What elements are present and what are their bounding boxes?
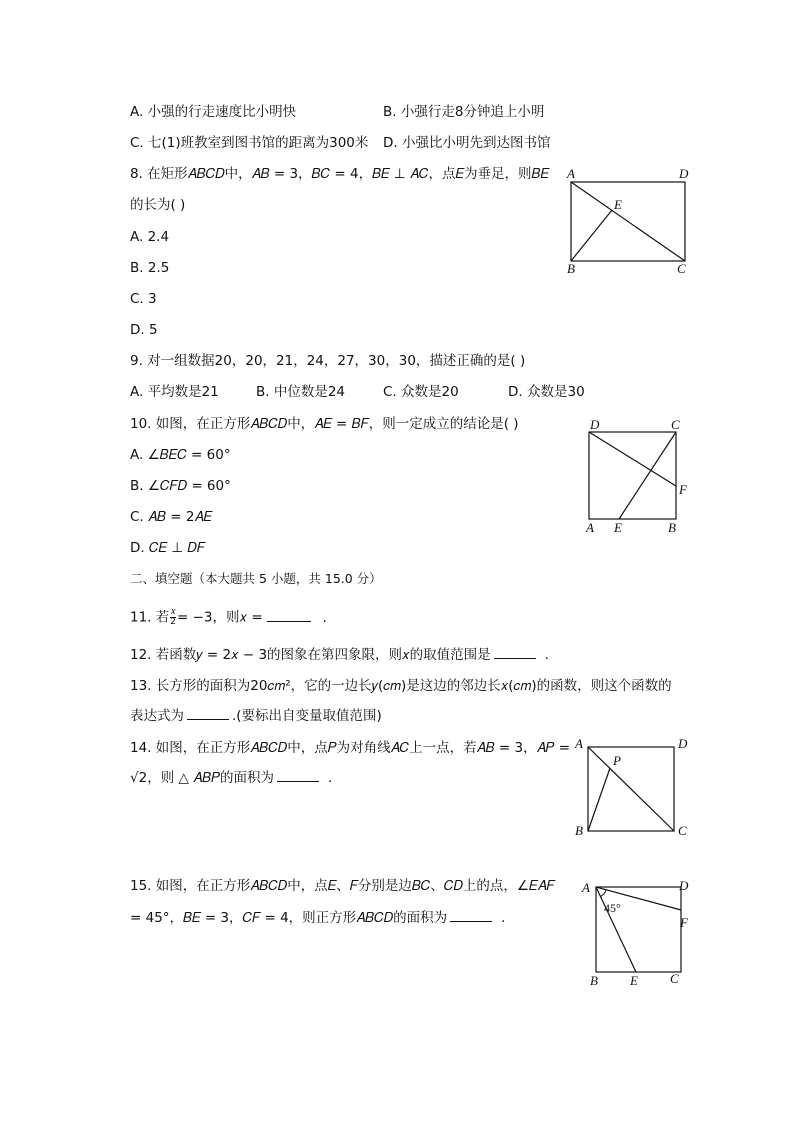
- q14-label-b: B: [575, 823, 583, 838]
- q14-end: .: [327, 770, 333, 786]
- q15-answer-blank[interactable]: [450, 909, 492, 922]
- q15-label-d: D: [679, 878, 689, 893]
- q8-option-a: A. 2.4: [130, 229, 170, 245]
- q14-square-figure: [572, 735, 702, 840]
- q15-square-figure: [575, 873, 700, 993]
- q13-stem: 13. 长方形的面积为20𝑐𝑚²，它的一边长𝑦(𝑐𝑚)是这边的邻边长𝑥(𝑐𝑚)的函数，则这个函数的: [130, 678, 672, 694]
- q9-option-a: A. 平均数是21: [130, 384, 219, 400]
- q11-end: .: [322, 609, 327, 626]
- q10-label-a: A: [586, 520, 594, 535]
- q8-segment-be: [571, 210, 612, 261]
- q15-stem: 15. 如图，在正方形𝐴𝐵𝐶𝐷中，点𝐸、𝐹分别是边𝐵𝐶、𝐶𝐷上的点，∠𝐸𝐴𝐹: [130, 878, 555, 894]
- q9-option-b: B. 中位数是24: [256, 384, 346, 400]
- q8-label-e: E: [614, 197, 622, 212]
- q12-line: [130, 646, 549, 664]
- q7-option-a: A. 小强的行走速度比小明快: [130, 104, 297, 120]
- q7-option-d: D. 小强比小明先到达图书馆: [383, 135, 551, 151]
- q10-label-d: D: [590, 417, 600, 432]
- q8-option-d: D. 5: [130, 322, 158, 338]
- q12-end: .: [544, 647, 549, 663]
- q13-prefix: 表达式为: [130, 708, 184, 724]
- q15-prefix: = 45°，𝐵𝐸 = 3，𝐶𝐹 = 4，则正方形𝐴𝐵𝐶𝐷的面积为: [130, 910, 448, 926]
- q10-segment-df: [589, 432, 676, 486]
- q9-option-c: C. 众数是20: [383, 384, 459, 400]
- q9-stem: 9. 对一组数据20，20，21，24，27，30，30，描述正确的是( ): [130, 353, 526, 369]
- q14-label-d: D: [678, 736, 688, 751]
- q14-line2: [130, 769, 332, 787]
- q12-answer-blank[interactable]: [494, 646, 536, 659]
- q7-option-b: B. 小强行走8分钟追上小明: [383, 104, 545, 120]
- q11-equation: = −3，则𝑥 =: [177, 609, 263, 626]
- q15-segment-ae: [596, 887, 636, 972]
- q10-label-c: C: [671, 417, 680, 432]
- q8-label-c: C: [677, 261, 686, 276]
- q15-square: [596, 887, 681, 972]
- q10-label-f: F: [679, 482, 687, 497]
- q10-stem: 10. 如图，在正方形𝐴𝐵𝐶𝐷中，𝐴𝐸 = 𝐵𝐹，则一定成立的结论是( ): [130, 416, 519, 432]
- q9-option-d: D. 众数是30: [508, 384, 585, 400]
- q14-label-p: P: [613, 753, 621, 768]
- q15-angle-label: 45°: [604, 901, 621, 915]
- q10-square-figure: [580, 415, 700, 540]
- q15-label-f: F: [680, 915, 688, 930]
- q15-label-a: A: [582, 880, 590, 895]
- q11-prefix: 11. 若: [130, 609, 170, 626]
- q13-answer-blank[interactable]: [187, 707, 229, 720]
- q8-rectangle-figure: [560, 165, 700, 280]
- q14-answer-blank[interactable]: [277, 769, 319, 782]
- q10-option-d: D. 𝐶𝐸 ⊥ 𝐷𝐹: [130, 540, 205, 556]
- q15-label-c: C: [670, 971, 679, 986]
- q10-option-b: B. ∠𝐶𝐹𝐷 = 60°: [130, 478, 231, 494]
- q15-line2: [130, 909, 505, 927]
- q14-prefix: √2，则 △ 𝐴𝐵𝑃的面积为: [130, 770, 274, 786]
- q8-stem-cont: 的长为( ): [130, 197, 186, 213]
- section-heading: 二、填空题（本大题共 5 小题，共 15.0 分）: [130, 571, 382, 586]
- q8-label-b: B: [567, 261, 575, 276]
- q10-label-b: B: [668, 520, 676, 535]
- q14-label-a: A: [575, 736, 583, 751]
- q8-option-b: B. 2.5: [130, 260, 170, 276]
- q14-stem: 14. 如图，在正方形𝐴𝐵𝐶𝐷中，点𝑃为对角线𝐴𝐶上一点，若𝐴𝐵 = 3，𝐴𝑃 =: [130, 740, 571, 756]
- q13-suffix: .(要标出自变量取值范围): [232, 708, 382, 724]
- q10-square: [589, 432, 676, 519]
- q12-stem: 12. 若函数𝑦 = 2𝑥 − 3的图象在第四象限，则𝑥的取值范围是: [130, 647, 491, 663]
- q7-option-c: C. 七(1)班教室到图书馆的距离为300米: [130, 135, 369, 151]
- q11-line: [130, 608, 327, 627]
- q8-label-d: D: [679, 166, 689, 181]
- q8-diagonal-ac: [571, 182, 685, 261]
- q15-angle-arc: [601, 890, 607, 897]
- q10-segment-ce: [619, 432, 676, 519]
- q14-label-c: C: [678, 823, 687, 838]
- q8-option-c: C. 3: [130, 291, 157, 307]
- q11-answer-blank[interactable]: [267, 609, 311, 622]
- q10-label-e: E: [614, 520, 622, 535]
- q15-end: .: [501, 910, 506, 926]
- q8-label-a: A: [567, 166, 575, 181]
- q14-segment-bp: [588, 768, 610, 831]
- q10-option-a: A. ∠𝐵𝐸𝐶 = 60°: [130, 447, 231, 463]
- q15-label-e: E: [630, 973, 638, 988]
- q14-diagonal-ac: [588, 747, 674, 831]
- q8-stem: 8. 在矩形𝐴𝐵𝐶𝐷中，𝐴𝐵 = 3，𝐵𝐶 = 4，𝐵𝐸 ⊥ 𝐴𝐶，点𝐸为垂足，则𝐵𝐸: [130, 166, 550, 182]
- q10-option-c: C. 𝐴𝐵 = 2𝐴𝐸: [130, 509, 212, 525]
- q11-denominator: 2: [170, 617, 176, 627]
- q13-line2: [130, 707, 382, 725]
- q15-label-b: B: [590, 973, 598, 988]
- q11-numerator: 𝑥: [170, 607, 176, 617]
- q11-fraction: [170, 608, 176, 627]
